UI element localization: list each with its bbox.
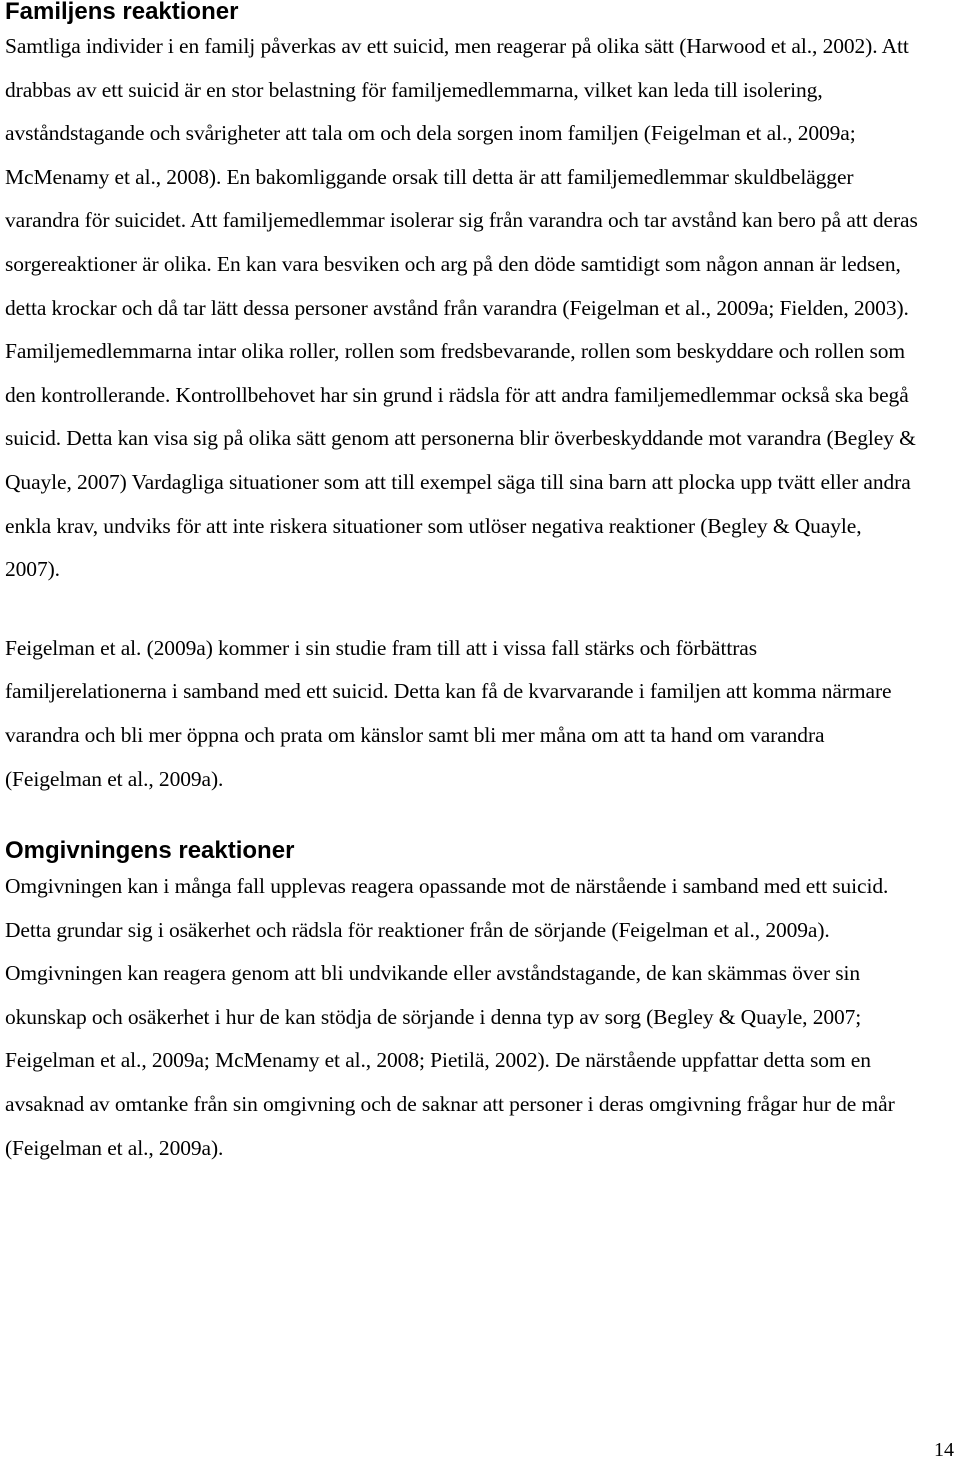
page-number: 14: [934, 1439, 954, 1461]
document-page: [5, 0, 920, 1170]
paragraph-surroundings-reactions: Omgivningen kan i många fall upplevas reagera opassande mot de närstående i samband med ett suicid. Detta grundar sig i osäkerhet och rädsla för reaktioner från de sörjande (Feigelman et al., 2009a). Omgivningen kan reagera genom att bli undvikande eller avståndstagande, de kan skämmas över sin okunskap och osäkerhet i hur de kan stödja de sörjande i denna typ av sorg (Begley & Quayle, 2007; Feigelman et al., 2009a; McMenamy et al., 2008; Pietilä, 2002). De närstående uppfattar detta som en avsaknad av omtanke från sin omgivning och de saknar att personer i deras omgivning frågar hur de mår (Feigelman et al., 2009a).: [5, 874, 895, 1160]
section-heading-family-reactions: Familjens reaktioner: [5, 0, 239, 25]
section-heading-surroundings-reactions: Omgivningens reaktioner: [5, 837, 295, 865]
paragraph-feigelman-study: Feigelman et al. (2009a) kommer i sin studie fram till att i vissa fall stärks och förbättras familjerelationerna i samband med ett suicid. Detta kan få de kvarvarande i familjen att komma närmare varandra och bli mer öppna och prata om känslor samt bli mer måna om att ta hand om varandra (Feigelman et al., 2009a).: [5, 635, 892, 791]
paragraph-family-reactions: Samtliga individer i en familj påverkas av ett suicid, men reagerar på olika sätt (Harwood et al., 2002). Att drabbas av ett suicid är en stor belastning för familjemedlemmarna, vilket kan leda till isolering, avståndstagande och svårigheter att tala om och dela sorgen inom familjen (Feigelman et al., 2009a; McMenamy et al., 2008). En bakomliggande orsak till detta är att familjemedlemmar skuldbelägger varandra för suicidet. Att familjemedlemmar isolerar sig från varandra och tar avstånd kan bero på att deras sorgereaktioner är olika. En kan vara besviken och arg på den döde samtidigt som någon annan är ledsen, detta krockar och då tar lätt dessa personer avstånd från varandra (Feigelman et al., 2009a; Fielden, 2003). Familjemedlemmarna intar olika roller, rollen som fredsbevarande, rollen som beskyddare och rollen som den kontrollerande. Kontrollbehovet har sin grund i rädsla för att andra familjemedlemmar också ska begå suicid. Detta kan visa sig på olika sätt genom att personerna blir överbeskyddande mot varandra (Begley & Quayle, 2007) Vardagliga situationer som att till exempel säga till sina barn att plocka upp tvätt eller andra enkla krav, undviks för att inte riskera situationer som utlöser negativa reaktioner (Begley & Quayle, 2007).: [5, 34, 918, 582]
